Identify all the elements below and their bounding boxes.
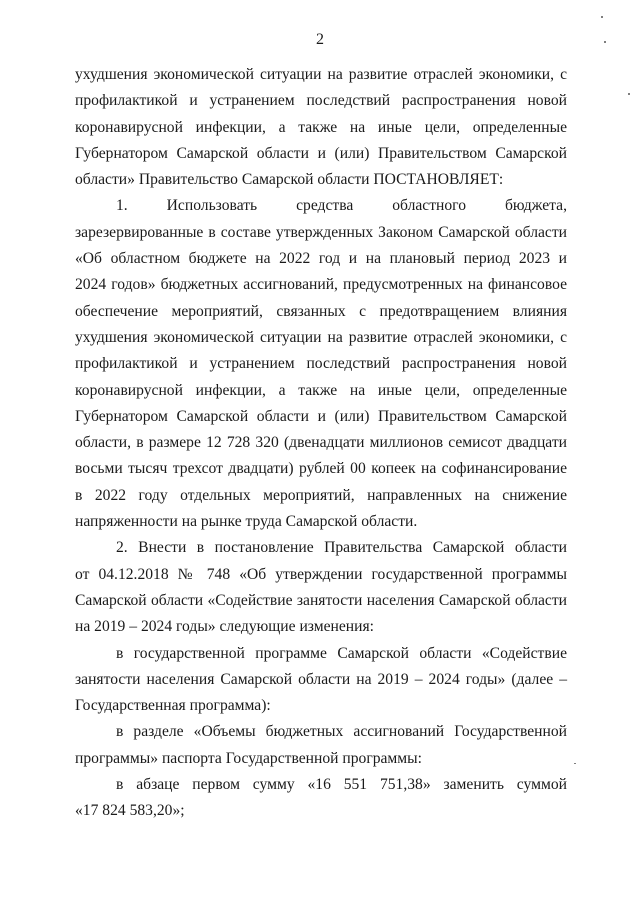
- text-line: от 04.12.2018 № 748 «Об утверждении государственной программы: [75, 565, 567, 583]
- text-line: «Об областном бюджете на 2022 год и на плановый период 2023 и: [75, 250, 567, 268]
- page-number: 2: [316, 31, 324, 48]
- scan-speck: [601, 16, 603, 18]
- text-line: на 2019 – 2024 годы» следующие изменения:: [75, 618, 374, 636]
- paragraph-sum-replacement: [75, 772, 567, 825]
- text-line: в 2022 году отдельных мероприятий, направленных на снижение: [75, 486, 567, 504]
- text-line: профилактикой и устранением последствий распространения новой: [75, 355, 567, 373]
- text-line: занятости населения Самарской области на 2019 – 2024 годы» (далее –: [75, 670, 567, 688]
- scan-speck: [604, 41, 606, 43]
- document-body: [75, 62, 567, 825]
- text-line: Самарской области «Содействие занятости населения Самарской области: [75, 591, 567, 609]
- text-line: Государственная программа):: [75, 697, 271, 715]
- text-line: 2024 годов» бюджетных ассигнований, предусмотренных на финансовое: [75, 276, 567, 294]
- text-line: 2. Внести в постановление Правительства Самарской области: [116, 539, 567, 557]
- paragraph-item-2: [75, 535, 567, 640]
- text-line: профилактикой и устранением последствий распространения новой: [75, 92, 567, 110]
- scan-speck: [574, 763, 576, 764]
- paragraph-passport-section: [75, 719, 567, 772]
- text-line: области, в размере 12 728 320 (двенадцати миллионов семисот двадцати: [75, 434, 567, 452]
- text-line: в абзаце первом сумму «16 551 751,38» заменить суммой: [116, 776, 567, 794]
- text-line: в разделе «Объемы бюджетных ассигнований Государственной: [116, 723, 567, 741]
- paragraph-program-change: [75, 641, 567, 720]
- scan-speck: [628, 93, 630, 95]
- text-line: зарезервированные в составе утвержденных Законом Самарской области: [75, 223, 567, 241]
- text-line: ухудшения экономической ситуации на развитие отраслей экономики, с: [75, 66, 567, 83]
- text-line: ухудшения экономической ситуации на развитие отраслей экономики, с: [75, 328, 567, 346]
- text-line: напряженности на рынке труда Самарской области.: [75, 513, 418, 531]
- text-line: «17 824 583,20»;: [75, 802, 185, 820]
- text-line: программы» паспорта Государственной программы:: [75, 749, 422, 767]
- text-line: коронавирусной инфекции, а также на иные цели, определенные: [75, 381, 567, 399]
- text-line: в государственной программе Самарской области «Содействие: [116, 644, 567, 662]
- paragraph-item-1: [75, 193, 567, 535]
- text-line: Губернатором Самарской области и (или) Правительством Самарской: [75, 144, 567, 162]
- text-line: области» Правительство Самарской области ПОСТАНОВЛЯЕТ:: [75, 171, 504, 189]
- text-line: восьми тысяч трехсот двадцати) рублей 00 копеек на софинансирование: [75, 460, 567, 478]
- text-line: 1. Использовать средства областного бюджета,: [116, 197, 567, 215]
- text-line: Губернатором Самарской области и (или) Правительством Самарской: [75, 407, 567, 425]
- text-line: коронавирусной инфекции, а также на иные цели, определенные: [75, 118, 567, 136]
- text-line: обеспечение мероприятий, связанных с предотвращением влияния: [75, 302, 567, 320]
- paragraph-preamble-end: [75, 62, 567, 193]
